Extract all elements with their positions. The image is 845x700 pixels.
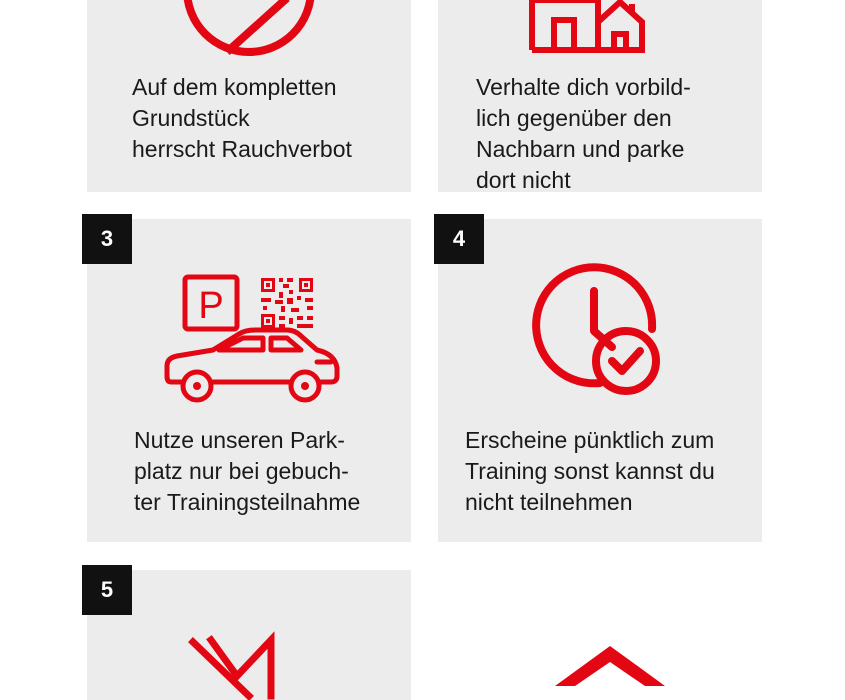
rule-card-2 <box>438 0 762 192</box>
rule-number-badge: 4 <box>434 214 484 264</box>
rule-text-line: Auf dem kompletten <box>132 74 337 100</box>
rule-text-line: Nachbarn und parke <box>476 136 685 162</box>
rule-card-4 <box>438 219 762 542</box>
rule-text-line: Grundstück <box>132 105 250 131</box>
rule-text-line: Verhalte dich vorbild- <box>476 74 691 100</box>
rule-text-line: lich gegenüber den <box>476 105 672 131</box>
rule-text-line: dort nicht <box>476 167 571 193</box>
rule-text-line: ter Trainingsteilnahme <box>134 489 361 515</box>
no-flag-icon <box>187 636 297 696</box>
brand-roof-logo <box>555 646 665 686</box>
parking-qr-car-icon <box>163 274 343 414</box>
svg-text:P: P <box>198 285 224 327</box>
no-smoking-icon <box>179 0 319 70</box>
rule-text-line: herrscht Rauchverbot <box>132 136 352 162</box>
houses-icon <box>528 0 658 54</box>
rule-text-line: Nutze unseren Park- <box>134 427 345 453</box>
rule-card-5 <box>87 570 411 700</box>
rule-number-badge: 3 <box>82 214 132 264</box>
rule-card-3 <box>87 219 411 542</box>
rule-text-line: Erscheine pünktlich zum <box>465 427 715 453</box>
rule-text-line: nicht teilnehmen <box>465 489 633 515</box>
clock-check-icon <box>534 267 664 397</box>
rule-text-line: Training sonst kannst du <box>465 458 715 484</box>
rule-text-line: platz nur bei gebuch- <box>134 458 349 484</box>
rule-number-badge: 5 <box>82 565 132 615</box>
rule-card-1 <box>87 0 411 192</box>
